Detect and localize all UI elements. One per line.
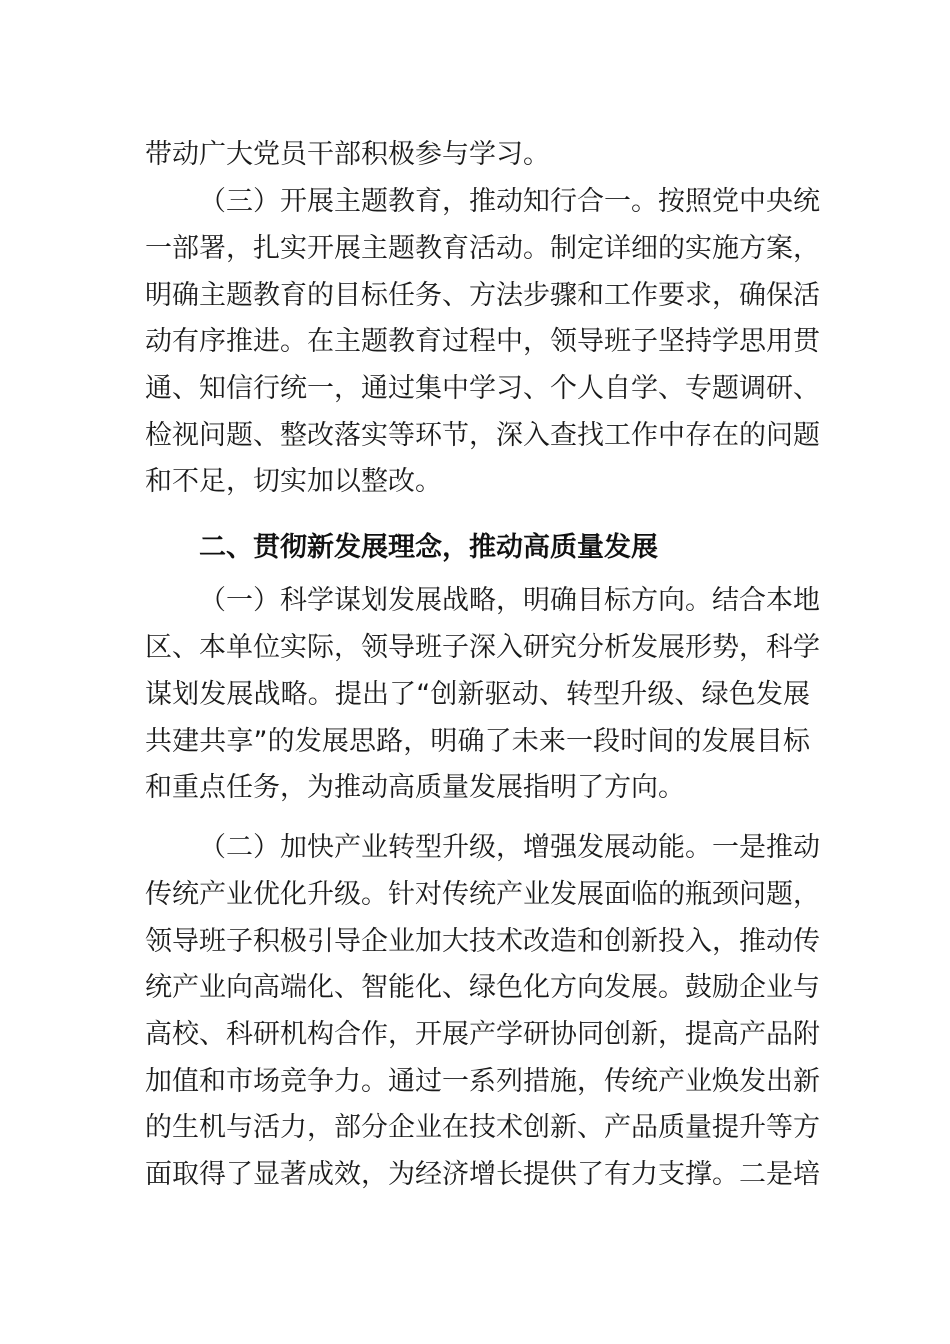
- paragraph-line: （二）加快产业转型升级，增强发展动能。一是推动: [199, 832, 820, 863]
- paragraph-line: 谋划发展战略。提出了“创新驱动、转型升级、绿色发展: [145, 679, 810, 710]
- paragraph-line: 区、本单位实际，领导班子深入研究分析发展形势，科学: [145, 632, 820, 663]
- paragraph-line: 领导班子积极引导企业加大技术改造和创新投入，推动传: [145, 926, 820, 957]
- paragraph-line: （一）科学谋划发展战略，明确目标方向。结合本地: [199, 585, 820, 616]
- section-heading: 二、贯彻新发展理念，推动高质量发展: [199, 532, 658, 563]
- paragraph-line: 加值和市场竞争力。通过一系列措施，传统产业焕发出新: [145, 1066, 820, 1097]
- paragraph-line: 通、知信行统一，通过集中学习、个人自学、专题调研、: [145, 373, 820, 404]
- paragraph-line: 共建共享”的发展思路，明确了未来一段时间的发展目标: [145, 726, 810, 757]
- paragraph-line: 高校、科研机构合作，开展产学研协同创新，提高产品附: [145, 1019, 820, 1050]
- paragraph-line: 带动广大党员干部积极参与学习。: [145, 139, 550, 170]
- paragraph-line: 传统产业优化升级。针对传统产业发展面临的瓶颈问题，: [145, 879, 820, 910]
- paragraph-line: 的生机与活力，部分企业在技术创新、产品质量提升等方: [145, 1112, 820, 1143]
- paragraph-line: 动有序推进。在主题教育过程中，领导班子坚持学思用贯: [145, 326, 820, 357]
- paragraph-line: 和重点任务，为推动高质量发展指明了方向。: [145, 772, 685, 803]
- paragraph-line: 统产业向高端化、智能化、绿色化方向发展。鼓励企业与: [145, 972, 820, 1003]
- paragraph-line: 检视问题、整改落实等环节，深入查找工作中存在的问题: [145, 420, 820, 451]
- paragraph-line: 一部署，扎实开展主题教育活动。制定详细的实施方案，: [145, 233, 820, 264]
- paragraph-line: 和不足，切实加以整改。: [145, 466, 442, 497]
- paragraph-line: 明确主题教育的目标任务、方法步骤和工作要求，确保活: [145, 280, 820, 311]
- paragraph-line: （三）开展主题教育，推动知行合一。按照党中央统: [199, 186, 820, 217]
- paragraph-line: 面取得了显著成效，为经济增长提供了有力支撑。二是培: [145, 1159, 820, 1190]
